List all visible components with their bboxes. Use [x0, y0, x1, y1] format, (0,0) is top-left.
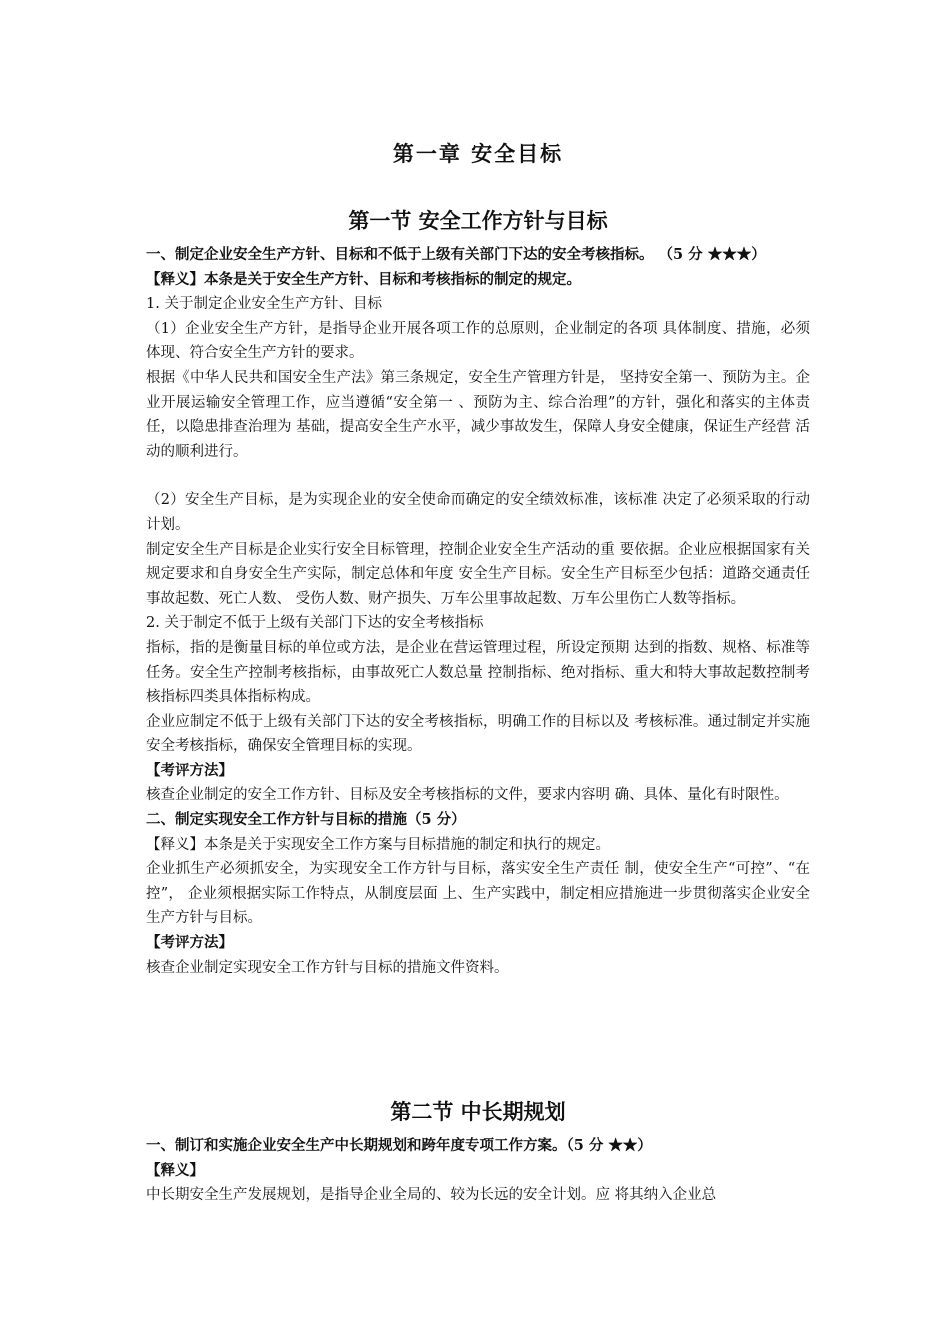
paragraph: 企业抓生产必须抓安全，为实现安全工作方针与目标，落实安全生产责任 制，使安全生产“可控”、“在控”， 企业须根据实际工作特点，从制度层面 上、生产实践中，制定相应措施进一步贯彻落实企业安全生产方针与目标。: [146, 861, 810, 927]
item-heading: 一、制订和实施企业安全生产中长期规划和跨年度专项工作方案。（5 分 ★★）: [146, 1137, 652, 1154]
paragraph-gap: [146, 464, 810, 488]
item-heading: 二、制定实现安全工作方针与目标的措施（5 分）: [146, 811, 466, 829]
section-1-body: [146, 243, 810, 980]
paragraph: （2）安全生产目标，是为实现企业的安全使命而确定的安全绩效标准，该标准 决定了必须采取的行动计划。: [146, 492, 810, 533]
paragraph: 核查企业制定的安全工作方针、目标及安全考核指标的文件，要求内容明 确、具体、量化有时限性。: [146, 787, 789, 804]
section-title-1: 第一节 安全工作方针与目标: [348, 208, 608, 233]
shiyi-paragraph: 【释义】本条是关于安全生产方针、目标和考核指标的制定的规定。: [146, 270, 581, 288]
paragraph: 中长期安全生产发展规划，是指导企业全局的、较为长远的安全计划。应 将其纳入企业总: [146, 1187, 717, 1204]
section-title-2: 第二节 中长期规划: [390, 1099, 566, 1124]
paragraph: 企业应制定不低于上级有关部门下达的安全考核指标，明确工作的目标以及 考核标准。通过制定并实施安全考核指标，确保安全管理目标的实现。: [146, 713, 810, 755]
paragraph: 根据《中华人民共和国安全生产法》第三条规定，安全生产管理方针是， 坚持安全第一、预防为主。企业开展运输安全管理工作，应当遵循“安全第一 、预防为主、综合治理”的方针，强化和落实的主体责任，以隐患排查治理为 基础，提高安全生产水平，减少事故发生，保障人身安全健康，保证生产经营 活动的顺利进行。: [146, 369, 810, 460]
kaoping-heading: 【考评方法】: [146, 934, 233, 952]
paragraph: 核查企业制定实现安全工作方针与目标的措施文件资料。: [146, 959, 509, 976]
paragraph: 1. 关于制定企业安全生产方针、目标: [146, 296, 382, 313]
chapter-title: 第一章 安全目标: [392, 141, 564, 166]
section-2-body: [146, 1134, 810, 1208]
shiyi-paragraph: 【释义】本条是关于实现安全工作方案与目标措施的制定和执行的规定。: [146, 836, 610, 853]
shiyi-heading: 【释义】: [146, 1161, 204, 1179]
item-heading: 一、制定企业安全生产方针、目标和不低于上级有关部门下达的安全考核指标。 （5 分 ★★★）: [146, 246, 766, 263]
paragraph: 指标，指的是衡量目标的单位或方法，是企业在营运管理过程，所设定预期 达到的指数、规格、标准等任务。安全生产控制考核指标，由事故死亡人数总量 控制指标、绝对指标、重大和特大事故起数控制考核指标四类具体指标构成。: [146, 639, 810, 706]
paragraph: 2. 关于制定不低于上级有关部门下达的安全考核指标: [146, 615, 484, 632]
paragraph: 制定安全生产目标是企业实行安全目标管理，控制企业安全生产活动的重 要依据。企业应根据国家有关规定要求和自身安全生产实际，制定总体和年度 安全生产目标。安全生产目标至少包括：道路交通责任事故起数、死亡人数、 受伤人数、财产损失、万车公里事故起数、万车公里伤亡人数等指标。: [146, 541, 810, 607]
kaoping-heading: 【考评方法】: [146, 761, 233, 779]
paragraph: （1）企业安全生产方针，是指导企业开展各项工作的总原则，企业制定的各项 具体制度、措施，必须体现、符合安全生产方针的要求。: [146, 320, 810, 362]
